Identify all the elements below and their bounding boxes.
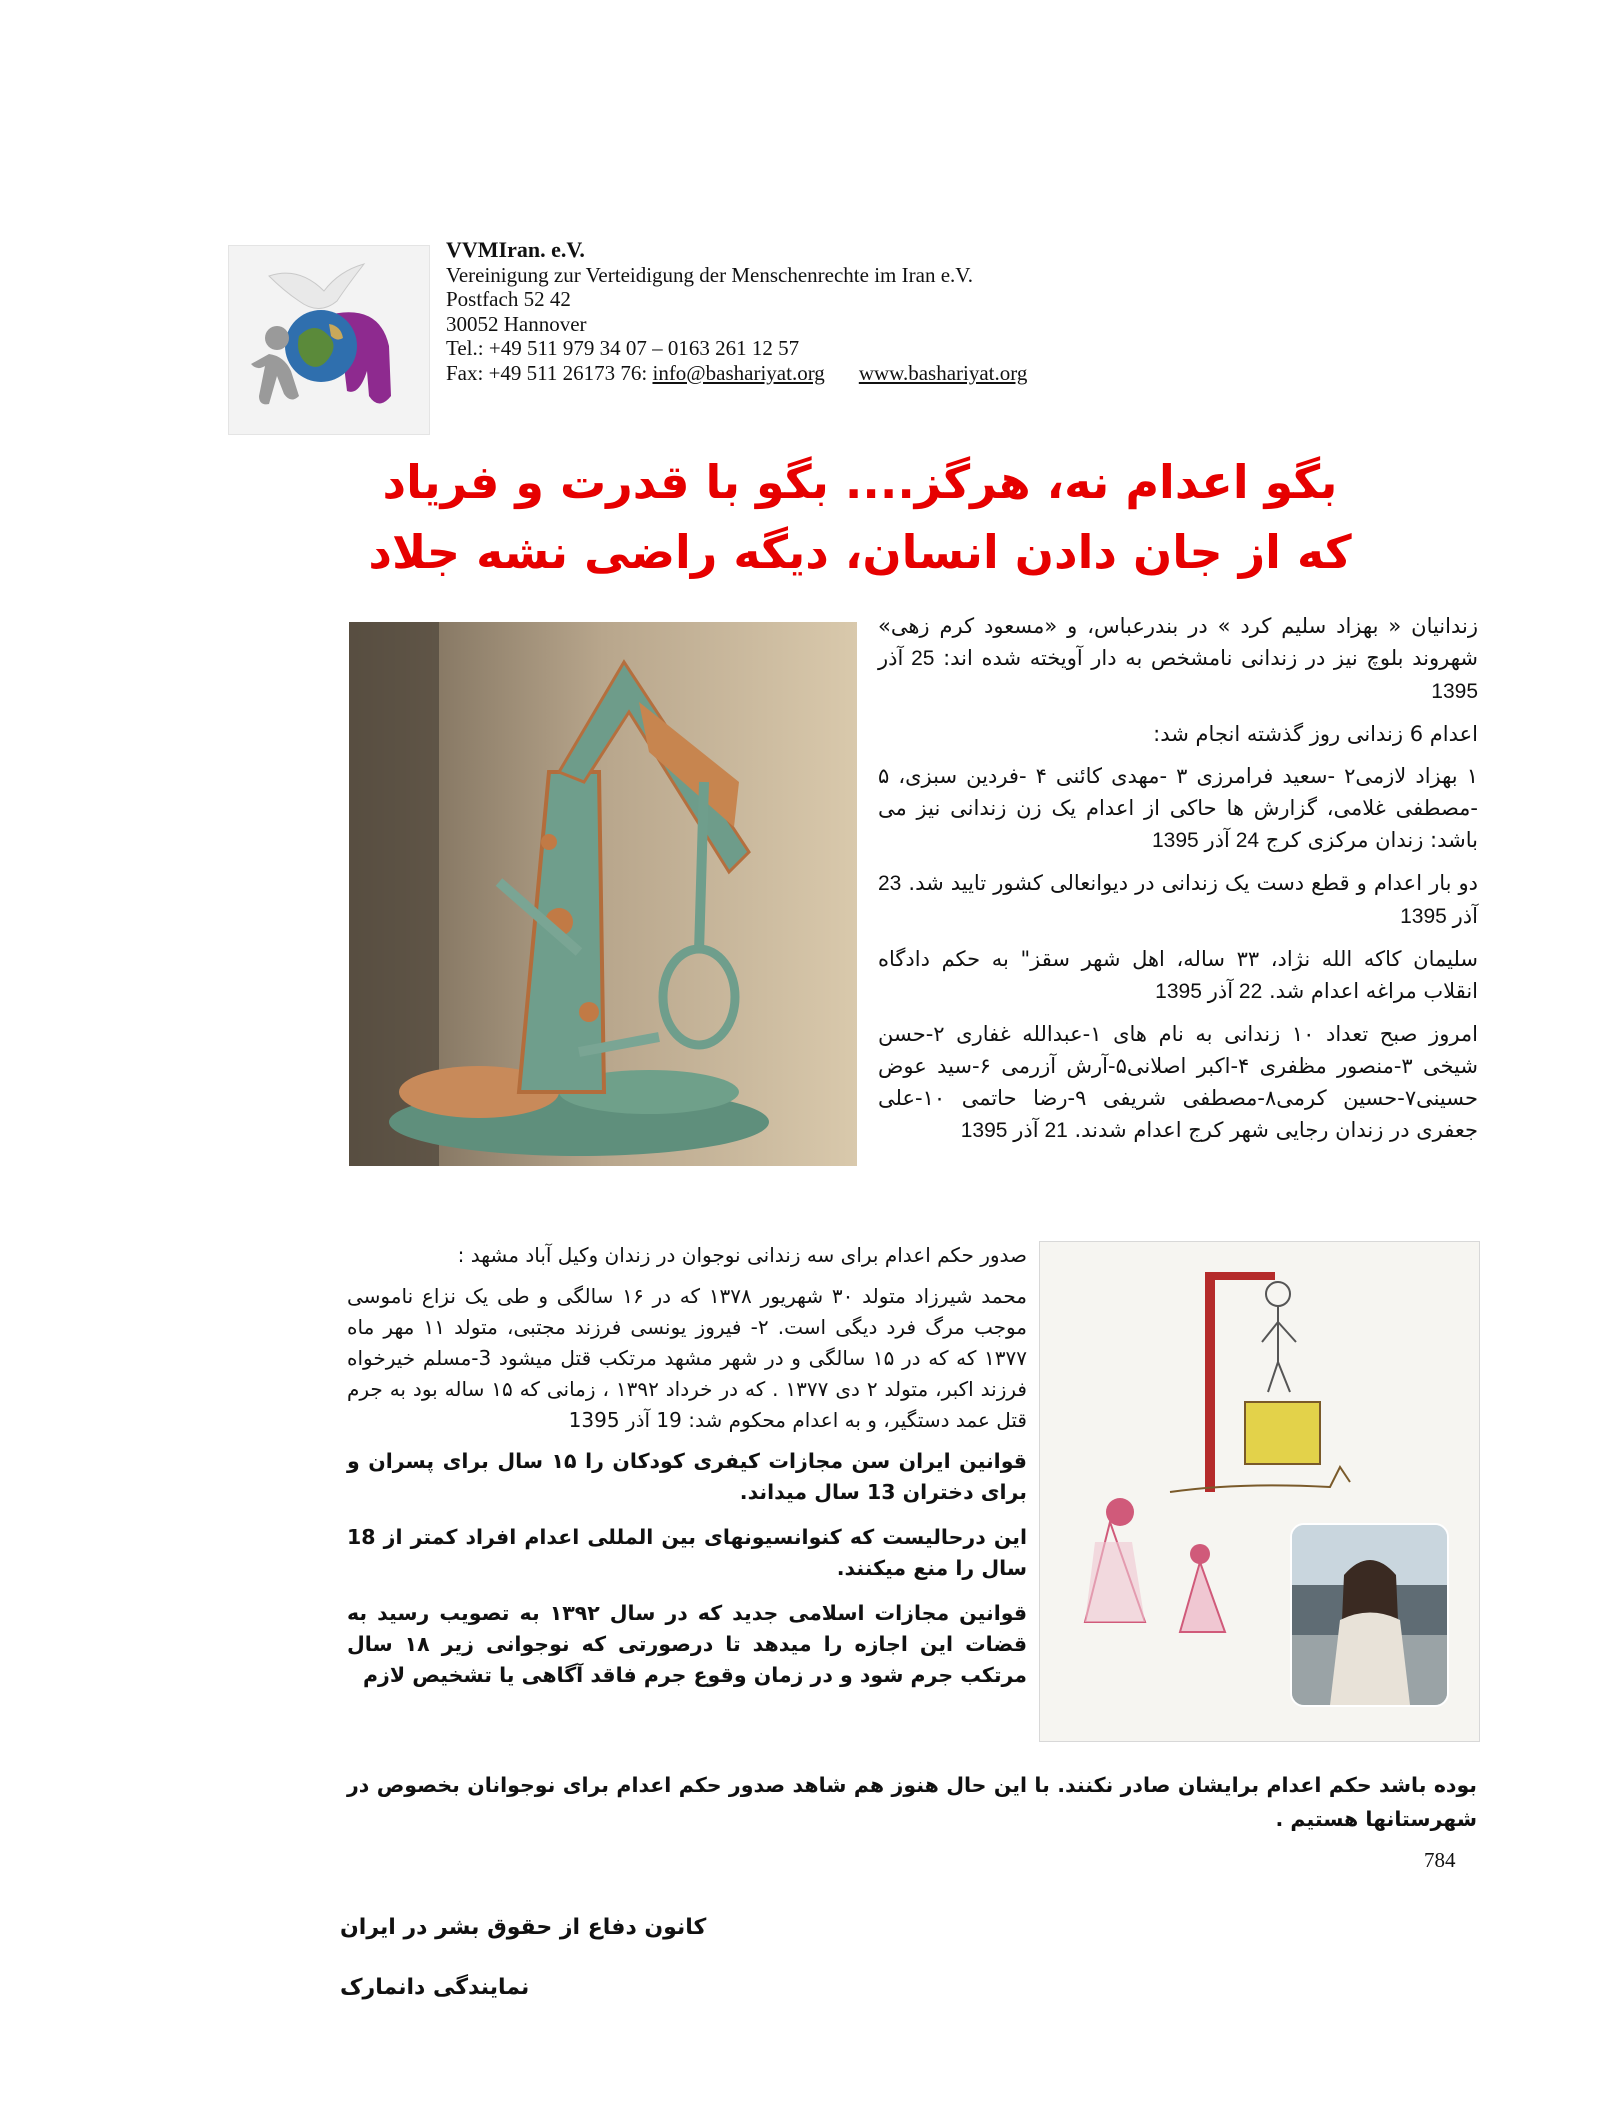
organization-address-block: [446, 238, 1206, 385]
title-line-1: بگو اعدام نه، هرگز.... بگو با قدرت و فریاد: [382, 455, 1338, 509]
news-date: 22 آذر 1395: [1155, 980, 1263, 1003]
news-item: اعدام 6 زندانی روز گذشته انجام شد:: [1153, 722, 1478, 746]
signature-block: [340, 1910, 940, 2030]
juvenile-body: محمد شیرزاد متولد ۳۰ شهریور ۱۳۷۸ که در ۱۶ سالگی و طی یک نزاع ناموسی موجب مرگ فرد دیگی است. ۲- فیروز یونسی فرزند مجتبی، متولد ۱۱ مهر ماه ۱۳۷۷ که که در ۱۵ سالگی و در شهر مشهد مرتکب قتل میشود 3-مسلم خیرخواه فرزند اکبر، متولد ۲ دی ۱۳۷۷ . که در خرداد ۱۳۹۲ ، زمانی که ۱۵ ساله بود به جرم قتل عمد دستگیر، و به اعدام محکوم شد: 19 آذر 1395: [347, 1284, 1028, 1432]
juvenile-law-note-3: قوانین مجازات اسلامی جدید که در سال ۱۳۹۲ به تصویب رسید به قضات این اجازه را میدهد تا درصورتی که نوجوانی زیر ۱۸ سال مرتکب جرم شود و در زمان وقوع جرم فاقد آگاهی یا تشخیص لازم: [347, 1601, 1027, 1687]
juvenile-intro: صدور حکم اعدام برای سه زندانی نوجوان در زندان وکیل آباد مشهد :: [457, 1243, 1027, 1267]
news-item: امروز صبح تعداد ۱۰ زندانی به نام های ۱-عبدالله غفاری ۲-حسن شیخی ۳-منصور مظفری ۴-اکبر اصلانی۵-آرش آزرمی ۶-سید عوض حسینی۷-حسین کرمی۸-مصطفی شریفی ۹-رضا حاتمی ۱۰-علی جعفری در زندان رجایی شهر کرج اعدام شدند. 21 آذر 1395: [878, 1022, 1479, 1142]
email-link[interactable]: info@bashariyat.org: [652, 360, 825, 385]
juvenile-date: 19 آذر 1395: [568, 1408, 682, 1432]
news-item: ۱ بهزاد لازمی۲ -سعید فرامرزی ۳ -مهدی کائنی ۴ -فردین سبزی، ۵ -مصطفی غلامی، گزارش ها حاکی از اعدام یک زن زندانی نیز می باشد: زندان مرکزی کرج 24 آذر 1395: [878, 764, 1478, 852]
org-fax-line: [446, 361, 1206, 386]
noose-sculpture-photo: [349, 622, 857, 1166]
juvenile-law-note-1: قوانین ایران سن مجازات کیفری کودکان را ۱۵ سال برای پسران و برای دختران 13 سال میداند.: [347, 1449, 1027, 1504]
news-date: 24 آذر 1395: [1152, 829, 1260, 852]
fax-number: Fax: +49 511 26173 76:: [446, 360, 653, 385]
page-number: 784: [1424, 1848, 1456, 1872]
org-name: VVMIran. e.V.: [446, 237, 585, 262]
girl-photo: [1290, 1523, 1449, 1707]
execution-news-list: [878, 610, 1478, 1157]
org-telephone: Tel.: +49 511 979 34 07 – 0163 261 12 57: [446, 336, 800, 360]
title-line-2: که از جان دادن انسان، دیگه راضی نشه جلاد: [368, 525, 1352, 579]
org-city: 30052 Hannover: [446, 311, 587, 336]
news-item: زندانیان « بهزاد سلیم کرد » در بندرعباس، و «مسعود کرم زهی» شهروند بلوچ نیز در زندانی نامشخص به دار آویخته شده اند: 25 آذر 1395: [878, 614, 1478, 703]
org-full-name: Vereinigung zur Verteidigung der Menschenrechte im Iran e.V.: [446, 262, 973, 287]
juvenile-law-note-2: این درحالیست که کنوانسیونهای بین المللی اعدام افراد کمتر از 18 سال را منع میکنند.: [347, 1525, 1027, 1580]
news-item: سلیمان کاکه الله نژاد، ۳۳ ساله، اهل شهر سقز" به حکم دادگاه انقلاب مراغه اعدام شد. 22 آذر 1395: [878, 947, 1478, 1003]
news-date: 21 آذر 1395: [960, 1119, 1068, 1142]
signature-branch: نمایندگی دانمارک: [340, 1975, 530, 2000]
juvenile-executions-section: [347, 1240, 1027, 1705]
news-date: 25 آذر 1395: [878, 647, 1478, 703]
dove-globe-logo-icon: [229, 246, 429, 434]
org-postfach: Postfach 52 42: [446, 287, 571, 311]
signature-org: کانون دفاع از حقوق بشر در ایران: [340, 1915, 707, 1940]
organization-logo: [228, 245, 430, 435]
closing-paragraph: بوده باشد حکم اعدام برایشان صادر نکنند. با این حال هنوز هم شاهد صدور حکم اعدام برای نوجوانان بخصوص در شهرستانها هستیم .: [347, 1773, 1477, 1831]
website-link[interactable]: www.bashariyat.org: [858, 360, 1028, 385]
news-date: 23 آذر 1395: [878, 872, 1478, 928]
news-item: دو بار اعدام و قطع دست یک زندانی در دیوانعالی کشور تایید شد. 23 آذر 1395: [878, 871, 1478, 928]
